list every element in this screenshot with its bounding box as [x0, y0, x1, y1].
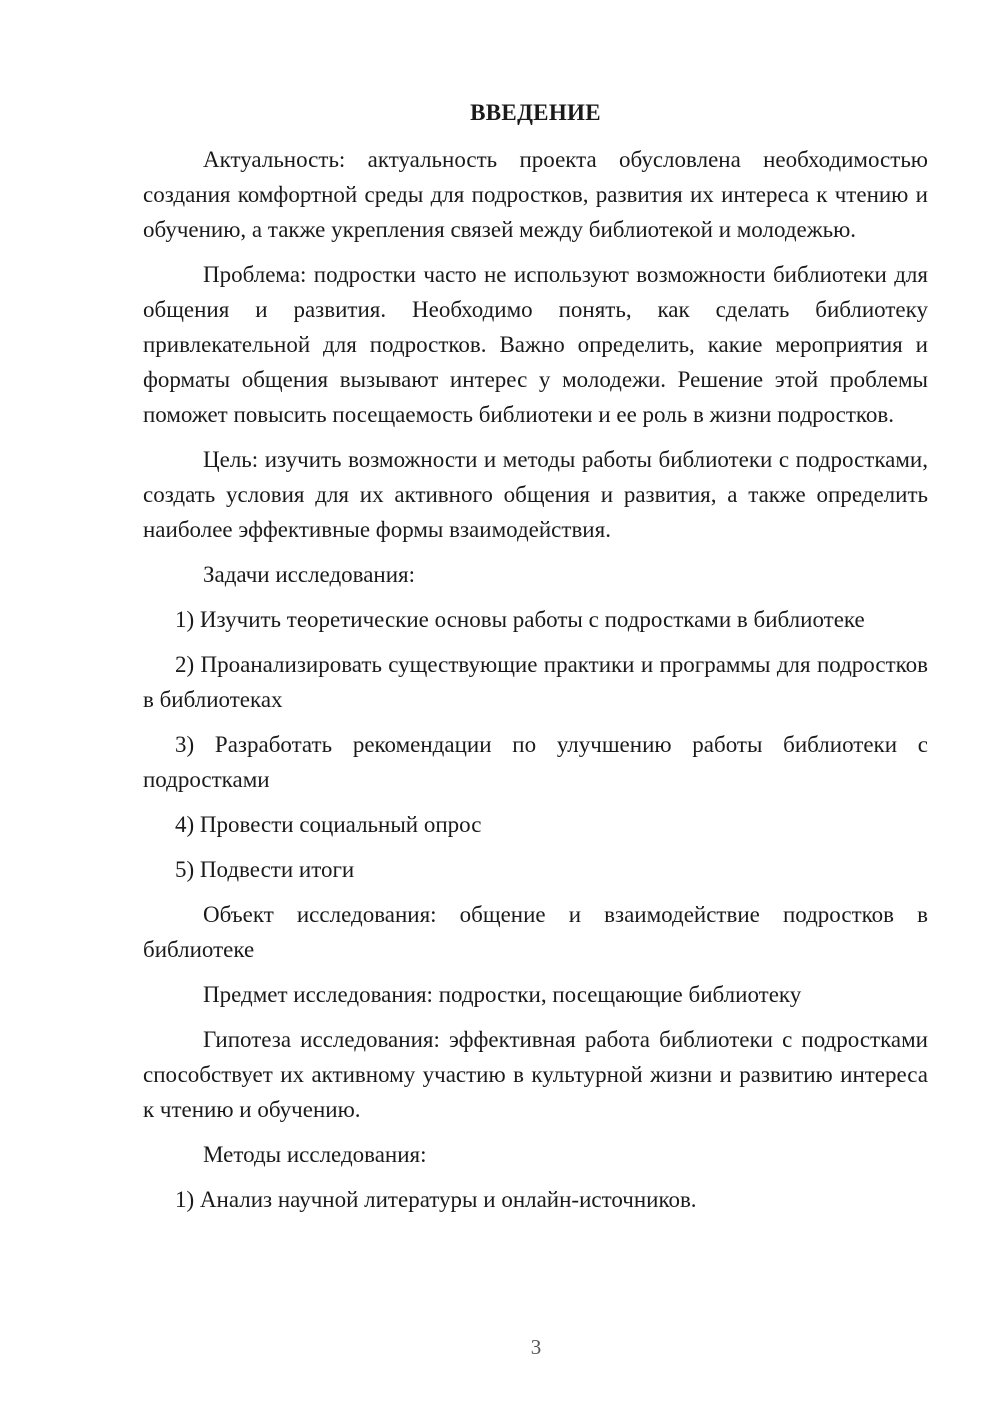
- task-item-1: 1) Изучить теоретические основы работы с подростками в библиотеке: [175, 607, 865, 632]
- task-item-5: 5) Подвести итоги: [175, 857, 355, 882]
- hypothesis-paragraph: Гипотеза исследования: эффективная работа библиотеки с подростками способствует их активному участию в культурной жизни и развитию интереса к чтению и обучению.: [143, 1027, 928, 1122]
- task-item-2: 2) Проанализировать существующие практики и программы для подростков в библиотеках: [143, 652, 928, 712]
- problem-paragraph: Проблема: подростки часто не используют возможности библиотеки для общения и развития. Необходимо понять, как сделать библиотеку привлекательной для подростков. Важно определить, какие мероприятия и форматы общения вызывают интерес у молодежи. Решение этой проблемы поможет повысить посещаемость библиотеки и ее роль в жизни подростков.: [143, 262, 928, 427]
- task-item-3: 3) Разработать рекомендации по улучшению работы библиотеки с подростками: [143, 732, 928, 792]
- page-content: [143, 95, 928, 1227]
- subject-paragraph: Предмет исследования: подростки, посещающие библиотеку: [203, 982, 802, 1007]
- page-number: 3: [530, 1335, 542, 1359]
- object-paragraph: Объект исследования: общение и взаимодействие подростков в библиотеке: [143, 902, 928, 962]
- method-item-1: 1) Анализ научной литературы и онлайн-источников.: [175, 1187, 697, 1212]
- section-heading: ВВЕДЕНИЕ: [470, 100, 601, 125]
- methods-title: Методы исследования:: [203, 1142, 427, 1167]
- task-item-4: 4) Провести социальный опрос: [175, 812, 482, 837]
- relevance-paragraph: Актуальность: актуальность проекта обусловлена необходимостью создания комфортной среды для подростков, развития их интереса к чтению и обучению, а также укрепления связей между библиотекой и молодежью.: [143, 147, 928, 242]
- tasks-title: Задачи исследования:: [203, 562, 416, 587]
- goal-paragraph: Цель: изучить возможности и методы работы библиотеки с подростками, создать условия для их активного общения и развития, а также определить наиболее эффективные формы взаимодействия.: [143, 447, 928, 542]
